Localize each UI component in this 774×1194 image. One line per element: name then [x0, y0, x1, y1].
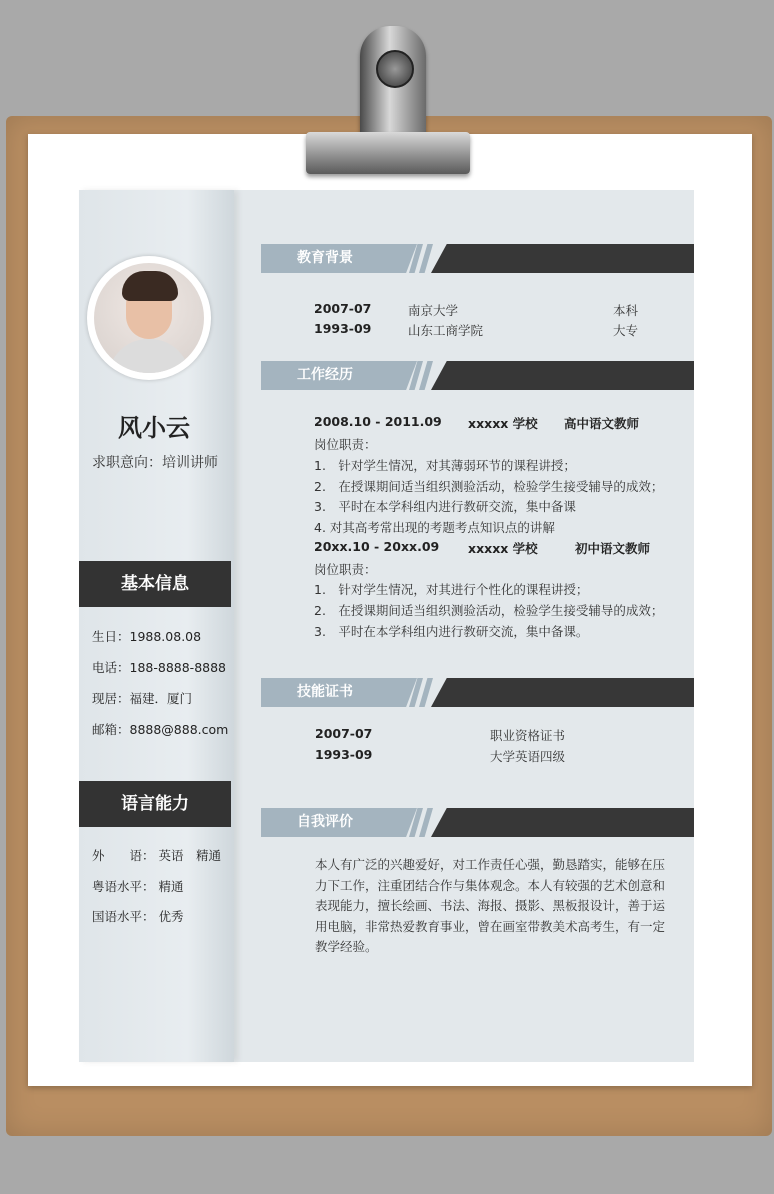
skills-section-header [261, 678, 694, 707]
skill-date: 1993-09 [315, 747, 373, 762]
job-school: xxxxx 学校 [468, 416, 538, 431]
duty-item: 2. 在授课期间适当组织测验活动，检验学生接受辅导的成效； [314, 479, 664, 494]
edu-school: 南京大学 [408, 303, 459, 318]
language-mandarin: 国语水平： 优秀 [92, 909, 184, 924]
job-school: xxxxx 学校 [468, 541, 538, 556]
resume-sidebar [79, 190, 234, 1062]
resume-main [261, 190, 694, 1062]
edu-school: 山东工商学院 [408, 323, 484, 338]
edu-degree: 本科 [613, 303, 639, 318]
work-section-header [261, 361, 694, 390]
language-heading: 语言能力 [79, 781, 231, 827]
self-eval-section-header [261, 808, 694, 837]
duty-item: 1. 针对学生情况，对其进行个性化的课程讲授； [314, 582, 589, 597]
info-birthday: 生日：1988.08.08 [92, 629, 202, 644]
duty-item: 3. 平时在本学科组内进行教研交流，集中备课 [314, 499, 576, 514]
candidate-name: 风小云 [118, 414, 190, 442]
avatar-photo [94, 263, 204, 373]
duty-label: 岗位职责： [314, 437, 377, 452]
skill-date: 2007-07 [315, 726, 373, 741]
resume [79, 190, 694, 1062]
info-phone: 电话：188-8888-8888 [92, 660, 227, 675]
clip-hole [376, 50, 414, 88]
edu-date: 2007-07 [314, 301, 372, 316]
duty-item: 4. 对其高考常出现的考题考点知识点的讲解 [314, 520, 555, 535]
duty-item: 1. 针对学生情况，对其薄弱环节的课程讲授； [314, 458, 576, 473]
edu-date: 1993-09 [314, 321, 372, 336]
job-period: 2008.10 - 2011.09 [314, 414, 442, 429]
skill-name: 职业资格证书 [490, 728, 566, 743]
info-location: 现居：福建．厦门 [92, 691, 193, 706]
skills-heading: 技能证书 [297, 684, 353, 700]
edu-degree: 大专 [613, 323, 639, 338]
self-eval-text: 本人有广泛的兴趣爱好，对工作责任心强，勤恳踏实，能够在压力下工作，注重团结合作与集体观念。本人有较强的艺术创意和表现能力，擅长绘画、书法、海报、摄影、黑板报设计，善于运用电脑，非常热爱教育事业，曾在画室带教美术高考生，有一定教学经验。 [315, 857, 666, 955]
language-foreign: 外 语： 英语 精通 [92, 848, 221, 863]
education-heading: 教育背景 [297, 250, 353, 266]
clip-base [306, 132, 470, 174]
job-role: 初中语文教师 [575, 541, 651, 556]
duty-item: 2. 在授课期间适当组织测验活动，检验学生接受辅导的成效； [314, 603, 664, 618]
skill-name: 大学英语四级 [490, 749, 566, 764]
language-cantonese: 粤语水平： 精通 [92, 879, 184, 894]
job-period: 20xx.10 - 20xx.09 [314, 539, 440, 554]
self-eval-heading: 自我评价 [297, 814, 353, 830]
job-intent: 求职意向：培训讲师 [92, 455, 218, 471]
work-heading: 工作经历 [297, 367, 353, 383]
info-email: 邮箱：8888@888.com [92, 722, 229, 737]
duty-item: 3. 平时在本学科组内进行教研交流，集中备课。 [314, 624, 589, 639]
education-section-header [261, 244, 694, 273]
avatar [87, 256, 211, 380]
job-role: 高中语文教师 [564, 416, 640, 431]
duty-label: 岗位职责： [314, 562, 377, 577]
basic-info-heading: 基本信息 [79, 561, 231, 607]
